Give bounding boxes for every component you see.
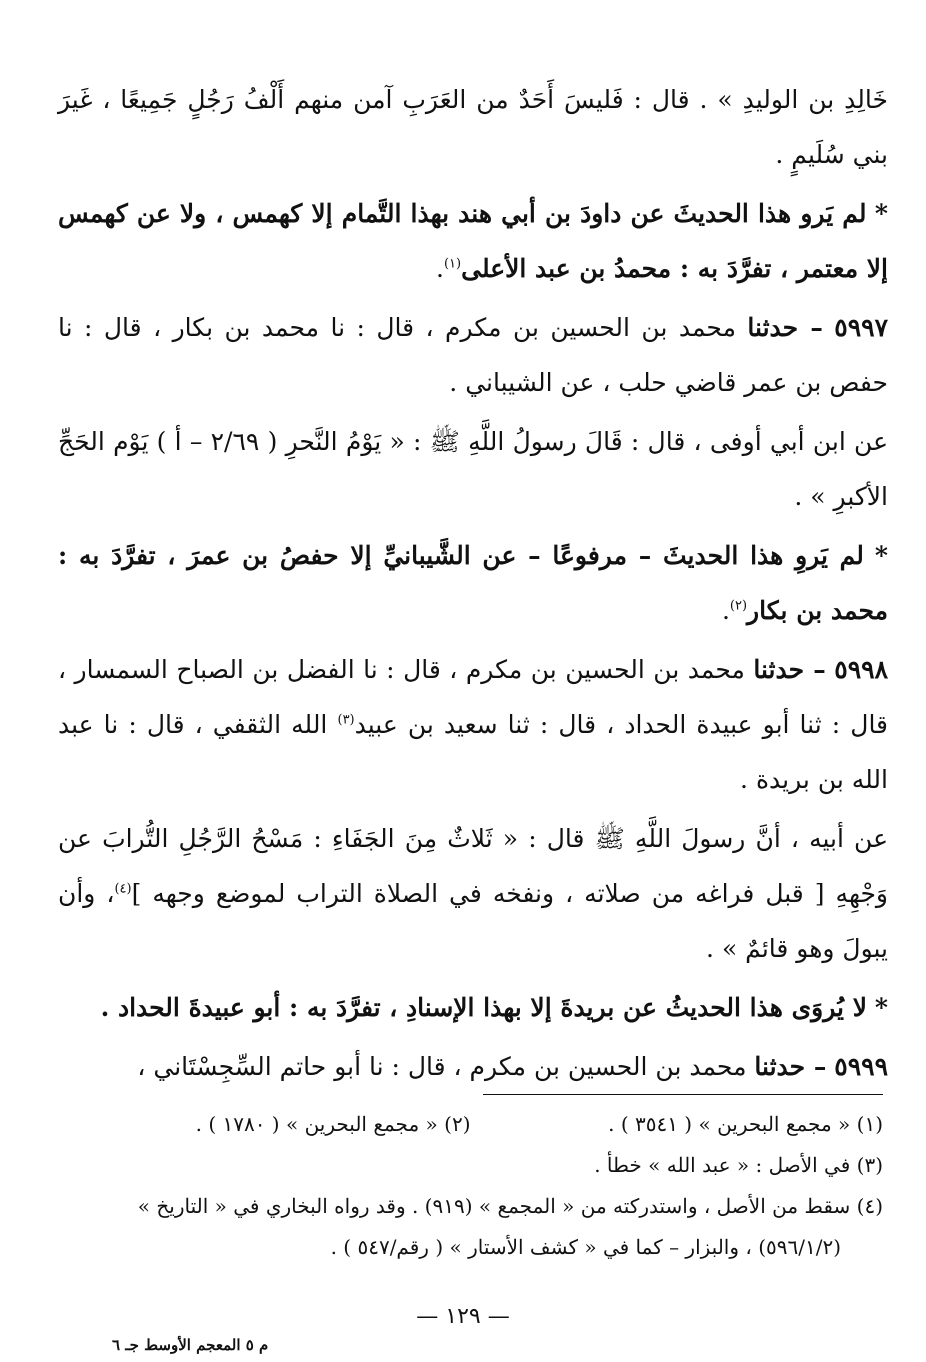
paragraph-2-text: لم يَرو هذا الحديثَ عن داودَ بن أبي هند بهذا التَّمام إلا كهمس ، ولا عن كهمس إلا معتمر ، تفرَّدَ به : محمدُ بن عبد الأعلى (58, 199, 888, 283)
paragraph-4-text: عن ابن أبي أوفى ، قال : قَالَ رسولُ اللَّهِ ﷺ : « يَوْمُ النَّحرِ ( ٢/٦٩ – أ ) يَوْم الحَجِّ الأكبرِ » . (58, 427, 888, 511)
printer-signature: م ٥ المعجم الأوسط جـ ٦ (112, 1336, 269, 1354)
paragraph-7-text-b: ، وأن يبولَ وهو قائمٌ » . (58, 879, 888, 963)
hadith-number-5997: ٥٩٩٧ (834, 313, 888, 342)
paragraph-5-text: لم يَروِ هذا الحديثَ – مرفوعًا – عن الشَّيبانيِّ إلا حفصُ بن عمرَ ، تفرَّدَ به : محمد بن بكار (58, 541, 888, 625)
hadith-5999 (58, 1039, 888, 1094)
footnote-3: (٣) في الأصل : « عبد الله » خطأ . (594, 1153, 883, 1177)
footnote-row-1 (58, 1104, 883, 1145)
page-body (58, 72, 888, 1098)
paragraph-7-text-a: عن أبيه ، أنَّ رسولَ اللَّهِ ﷺ قال : « ثَلاثٌ مِنَ الجَفَاءِ : مَسْحُ الرَّجُلِ التُّرابَ عن وَجْهِهِ [ قبل فراغه من صلاته ، ونفخه في الصلاة التراب لموضع وجهه ] (58, 824, 888, 908)
hadith-5997-text: محمد بن الحسين بن مكرم ، قال : نا محمد بن بكار ، قال : نا حفص بن عمر قاضي حلب ، عن الشيباني . (58, 313, 888, 397)
hadith-5997-lead: – حدثنا (747, 313, 823, 342)
paragraph-2-end: . (436, 254, 444, 283)
hadith-number-5999: ٥٩٩٩ (834, 1052, 888, 1081)
paragraph-5-commentary (58, 528, 888, 638)
footnote-4-line-1: (٤) سقط من الأصل ، واستدركته من « المجمع » (٩١٩) . وقد رواه البخاري في « التاريخ » (137, 1194, 883, 1218)
star-marker: * (874, 541, 888, 570)
paragraph-4 (58, 414, 888, 524)
footnote-ref-2[interactable]: (٢) (729, 598, 748, 614)
paragraph-7 (58, 811, 888, 976)
footnotes (58, 1104, 883, 1268)
footnote-4-line-2: (٥٩٦/١/٢) ، والبزار – كما في « كشف الأستار » ( رقم/٥٤٧ ) . (330, 1235, 841, 1259)
hadith-5998-text-b: الله الثقفي ، قال : نا عبد الله بن بريدة . (58, 710, 888, 794)
hadith-5998-lead: – حدثنا (753, 655, 826, 684)
paragraph-1-text: خَالِدِ بن الوليدِ » . قال : فَليسَ أَحَدٌ من العَرَبِ آمن منهم أَلْفُ رَجُلٍ جَمِيعًا ، غَيرَ بني سُلَيمٍ . (58, 85, 888, 169)
paragraph-8-text: لا يُروَى هذا الحديثُ عن بريدةَ إلا بهذا الإسنادِ ، تفرَّدَ به : أبو عبيدةَ الحداد . (100, 993, 867, 1022)
star-marker: * (874, 199, 888, 228)
hadith-5999-text: محمد بن الحسين بن مكرم ، قال : نا أبو حاتم السِّجِسْتَاني ، (137, 1052, 747, 1081)
hadith-number-5998: ٥٩٩٨ (834, 655, 888, 684)
hadith-5998 (58, 642, 888, 807)
footnote-ref-4[interactable]: (٤) (114, 881, 132, 897)
footnote-1: (١) « مجمع البحرين » ( ٣٥٤١ ) . (608, 1112, 883, 1136)
footnote-divider (483, 1094, 883, 1095)
hadith-5998-text-a: محمد بن الحسين بن مكرم ، قال : نا الفضل بن الصباح السمسار ، قال : ثنا أبو عبيدة الحداد ، قال : ثنا سعيد بن عبيد (58, 655, 889, 739)
footnote-ref-1[interactable]: (١) (443, 256, 462, 272)
paragraph-1 (58, 72, 888, 182)
star-marker: * (874, 993, 888, 1022)
footnote-ref-3[interactable]: (٣) (337, 712, 355, 728)
paragraph-2-commentary (58, 186, 888, 296)
page-number: — ١٢٩ — (416, 1304, 510, 1329)
hadith-5999-lead: – حدثنا (754, 1052, 827, 1081)
hadith-5997 (58, 300, 888, 410)
paragraph-8-commentary (58, 980, 888, 1035)
paragraph-5-end: . (721, 596, 730, 625)
footnote-2: (٢) « مجمع البحرين » ( ١٧٨٠ ) . (195, 1112, 471, 1136)
